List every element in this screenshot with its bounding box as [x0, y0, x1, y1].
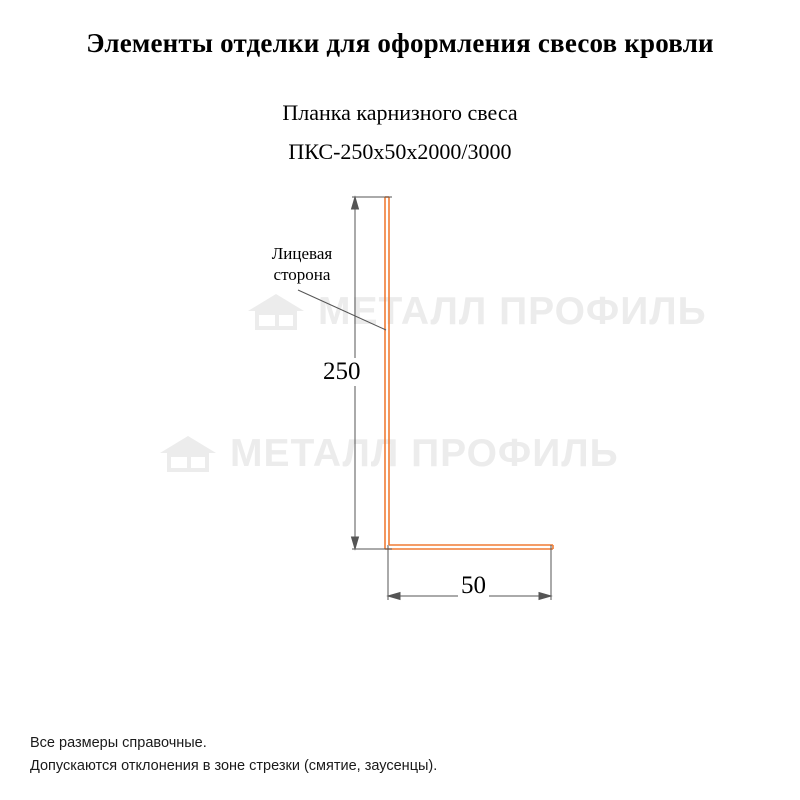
callout-line-1: Лицевая [271, 244, 333, 263]
page-title: Элементы отделки для оформления свесов кровли [86, 28, 714, 58]
footer-line-2: Допускаются отклонения в зоне стрезки (смятие, заусенцы). [30, 758, 438, 774]
footer-notes [30, 732, 437, 778]
watermark-text: МЕТАЛЛ ПРОФИЛЬ [230, 432, 619, 475]
profile-outline [385, 197, 553, 549]
dimension-label-width: 50 [458, 572, 489, 600]
product-code: ПКС-250х50х2000/3000 [288, 139, 512, 164]
dimension-label-height: 250 [320, 358, 364, 386]
watermark-text: МЕТАЛЛ ПРОФИЛЬ [318, 290, 707, 333]
callout-front-side [247, 243, 357, 285]
callout-leader-line [298, 290, 386, 330]
callout-line-2: сторона [273, 265, 331, 284]
product-name: Планка карнизного свеса [282, 100, 518, 125]
footer-line-1: Все размеры справочные. [30, 735, 207, 751]
